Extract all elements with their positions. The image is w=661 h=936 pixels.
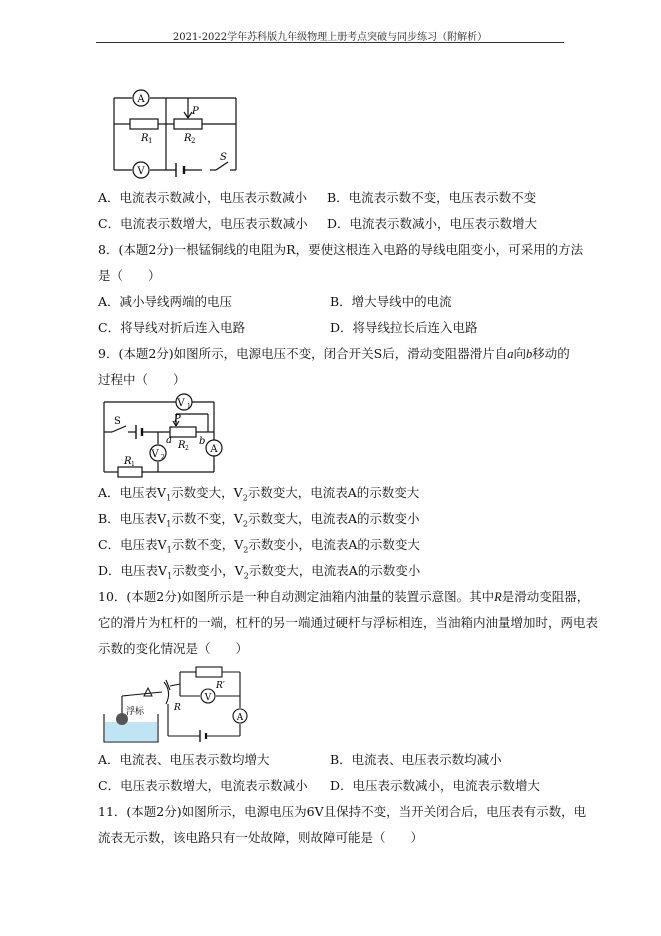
q9-v2-label: V	[151, 449, 159, 460]
q11-stem-line2: 流表无示数，该电路只有一处故障，则故障可能是（ ）	[98, 830, 424, 845]
q9-v1-label: V	[177, 398, 185, 409]
page-header: 2021-2022学年苏科版九年级物理上册考点突破与同步练习（附解析）	[172, 32, 488, 43]
q9-end-b-label: b	[199, 436, 206, 447]
q8-option-d: D．将导线拉长后连入电路	[330, 320, 478, 335]
q7-ammeter-label: A	[137, 94, 145, 105]
q8-option-c: C．将导线对折后连入电路	[98, 320, 246, 335]
q9-r2-sub: 2	[185, 445, 189, 452]
q7-r2-sub: 2	[191, 137, 196, 145]
q10-option-d: D．电压表示数减小，电流表示数增大	[330, 778, 541, 793]
q9-stem-line2: 过程中（ ）	[98, 372, 186, 387]
q7-slider-label: P	[192, 106, 199, 117]
q9-option-a: A．电压表$V_1$示数变大，$V_2$示数变大，电流表A的示数变大	[98, 485, 420, 503]
q8-option-a: A．减小导线两端的电压	[98, 294, 233, 309]
q9-v1-sub: 1	[187, 403, 191, 410]
q8-stem-line2: 是（ ）	[98, 268, 161, 283]
q9-circuit-diagram	[96, 392, 236, 480]
q10-oil-gauge-diagram	[100, 662, 260, 744]
q10-ammeter-label: A	[236, 713, 244, 723]
q9-slider-label: P	[174, 414, 181, 425]
q7-option-a: A．电流表示数减小，电压表示数减小	[98, 190, 308, 205]
q7-option-b: B．电流表示数不变，电压表示数不变	[327, 190, 537, 205]
q10-float-label: 浮标	[126, 707, 145, 717]
q9-v2-sub: 2	[161, 454, 165, 461]
q10-voltmeter-label: V	[204, 693, 212, 703]
q10-stem-line3: 示数的变化情况是（ ）	[98, 641, 249, 656]
q9-option-c: C．电压表$V_1$示数不变，$V_2$示数变小，电流表A的示数变大	[98, 537, 420, 555]
q11-stem-line1: 11．(本题2分)如图所示，电源电压为6V且保持不变，当开关闭合后，电压表有示数，电	[98, 804, 587, 819]
q10-option-a: A．电流表、电压表示数均增大	[98, 752, 270, 767]
q7-circuit-diagram	[104, 86, 240, 182]
q9-r1-label: R	[124, 456, 132, 467]
q7-r1-label: R	[141, 133, 149, 144]
q10-stem-line2: 它的滑片为杠杆的一端，杠杆的另一端通过硬杆与浮标相连，当油箱内油量增加时，两电表	[98, 615, 599, 630]
q8-option-b: B．增大导线中的电流	[330, 294, 452, 309]
q10-option-b: B．电流表、电压表示数均减小	[330, 752, 502, 767]
q10-r-label: R	[174, 703, 181, 713]
q9-stem-line1: 9．(本题2分)如图所示，电源电压不变，闭合开关S后，滑动变阻器滑片自a向b移动的	[98, 346, 570, 361]
q7-option-d: D．电流表示数减小，电压表示数增大	[327, 216, 538, 231]
q7-voltmeter-label: V	[137, 166, 145, 177]
q9-ammeter-label: A	[210, 444, 218, 455]
q10-r-prime-label: R′	[216, 681, 225, 691]
q9-option-b: B．电压表$V_1$示数不变，$V_2$示数变大，电流表A的示数变小	[98, 511, 420, 529]
q9-r2-label: R	[178, 440, 186, 451]
q9-switch-label: S	[114, 416, 121, 427]
q9-option-d: D．电压表$V_1$示数变小，$V_2$示数变大，电流表A的示数变小	[98, 563, 421, 581]
q7-option-c: C．电流表示数增大，电压表示数减小	[98, 216, 308, 231]
q7-switch-label: S	[220, 152, 227, 163]
q7-r1-sub: 1	[148, 137, 153, 145]
q9-r1-sub: 1	[131, 461, 135, 468]
q7-r2-label: R	[184, 133, 192, 144]
q9-end-a-label: a	[166, 435, 172, 446]
q10-stem-line1: 10．(本题2分)如图所示是一种自动测定油箱内油量的装置示意图。其中R是滑动变阻器，	[98, 589, 590, 604]
q10-option-c: C．电压表示数增大，电流表示数减小	[98, 778, 308, 793]
header-rule	[96, 42, 564, 43]
q8-stem-line1: 8．(本题2分)一根锰铜线的电阻为R，要使这根连入电路的导线电阻变小，可采用的方法	[98, 242, 584, 257]
